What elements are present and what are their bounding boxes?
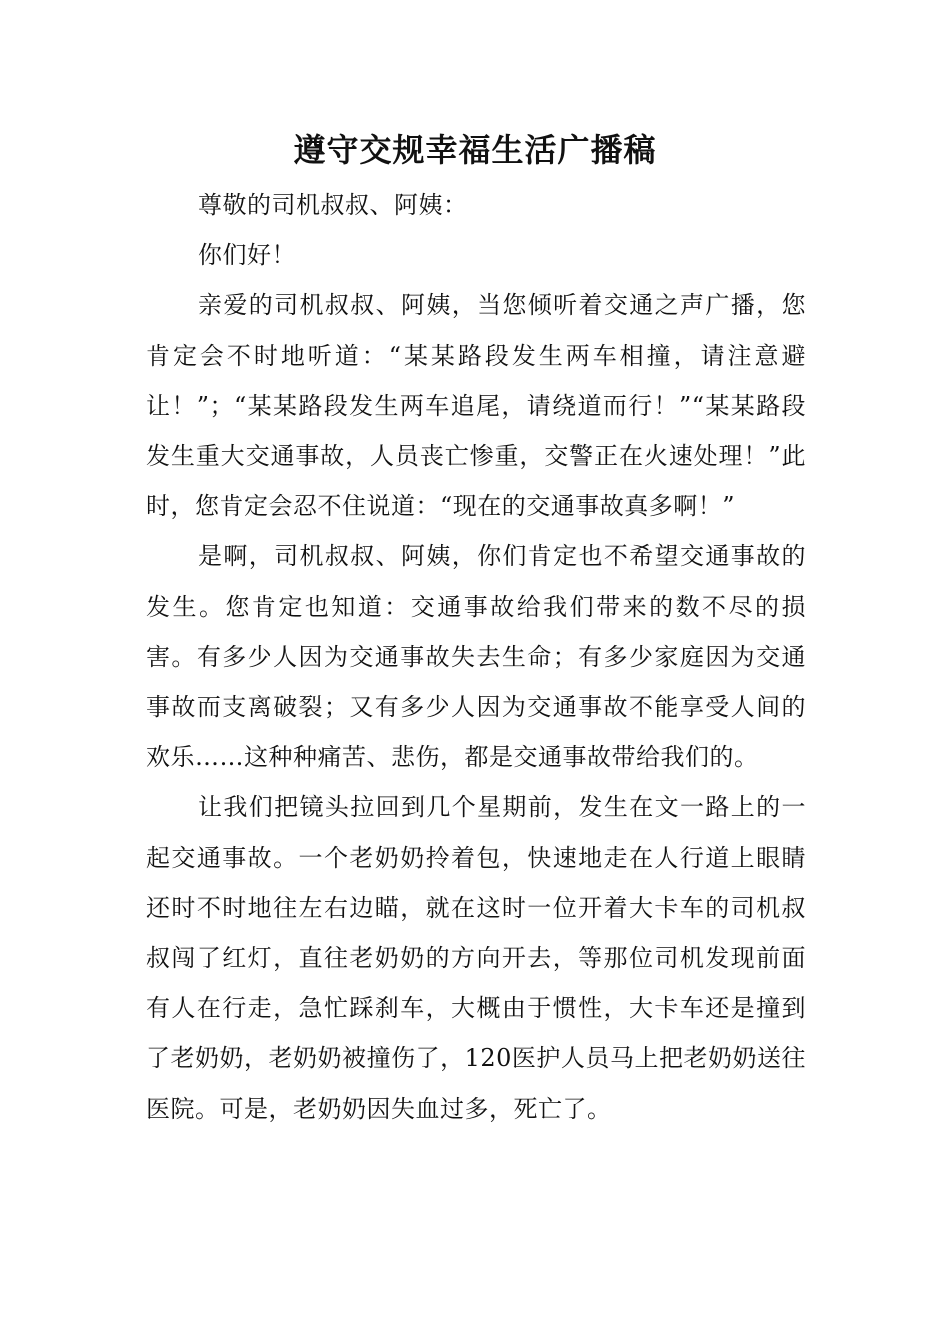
paragraph: 亲爱的司机叔叔、阿姨，当您倾听着交通之声广播，您肯定会不时地听道：“某某路段发生两车相撞，请注意避让！”；“某某路段发生两车追尾，请绕道而行！”“某某路段发生重大交通事故，人员丧亡惨重，交警正在火速处理！”此时，您肯定会忍不住说道：“现在的交通事故真多啊！” xyxy=(146,291,806,521)
document-title: 遵守交规幸福生活广播稿 xyxy=(293,131,657,169)
paragraph: 是啊，司机叔叔、阿姨，你们肯定也不希望交通事故的发生。您肯定也知道：交通事故给我们带来的数不尽的损害。有多少人因为交通事故失去生命；有多少家庭因为交通事故而支离破裂；又有多少人因为交通事故不能享受人间的欢乐……这种种痛苦、悲伤，都是交通事故带给我们的。 xyxy=(146,542,806,772)
greeting: 你们好！ xyxy=(198,241,296,270)
document-body xyxy=(146,180,806,1134)
salutation: 尊敬的司机叔叔、阿姨： xyxy=(198,191,468,219)
paragraph: 让我们把镜头拉回到几个星期前，发生在文一路上的一起交通事故。一个老奶奶拎着包，快速地走在人行道上眼睛还时不时地往左右边瞄，就在这时一位开着大卡车的司机叔叔闯了红灯，直往老奶奶的方向开去，等那位司机发现前面有人在行走，急忙踩刹车，大概由于惯性，大卡车还是撞到了老奶奶，老奶奶被撞伤了，120医护人员马上把老奶奶送往医院。可是，老奶奶因失血过多，死亡了。 xyxy=(146,793,806,1123)
